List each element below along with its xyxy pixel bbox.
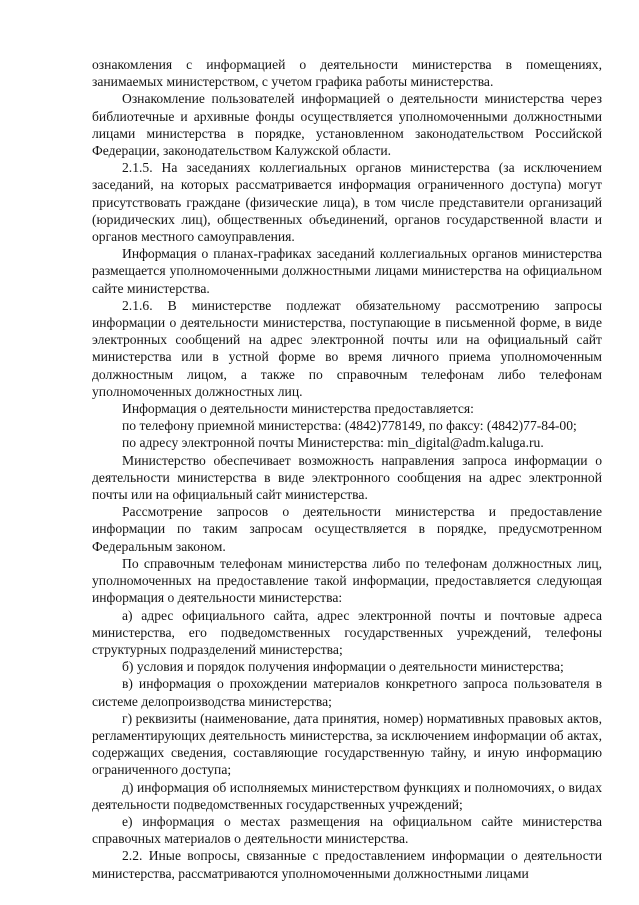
paragraph-continuation: ознакомления с информацией о деятельности министерства в помещениях, занимаемых министерством, с учетом графика работы министерства. bbox=[92, 57, 602, 90]
list-item-g: г) реквизиты (наименование, дата принятия, номер) нормативных правовых актов, регламентирующих деятельность министерства, за исключением информации об актах, содержащих сведения, составляющие государственную тайну, и иную информацию ограниченного доступа; bbox=[92, 710, 602, 778]
paragraph-2-1-6: 2.1.6. В министерстве подлежат обязательному рассмотрению запросы информации о деятельности министерства, поступающие в письменной форме, в виде электронных сообщений на адрес электронной почты или на официальный сайт министерства или в устной форме во время личного приема уполномоченным должностным лицом, а также по справочным телефонам либо телефонам уполномоченных должностных лиц. bbox=[92, 297, 602, 399]
document-page bbox=[92, 56, 602, 882]
paragraph-request-review: Рассмотрение запросов о деятельности министерства и предоставление информации по таким запросам осуществляется в порядке, предусмотренном Федеральным законом. bbox=[92, 504, 602, 554]
list-item-d: д) информация об исполняемых министерством функциях и полномочиях, о видах деятельности подведомственных государственных учреждений; bbox=[92, 779, 602, 812]
paragraph-2-1-5: 2.1.5. На заседаниях коллегиальных органов министерства (за исключением заседаний, на которых рассматривается информация ограниченного доступа) могут присутствовать граждане (физические лица), в том числе представители организаций (юридических лиц), общественных объединений, органов государственной власти и органов местного самоуправления. bbox=[92, 160, 602, 245]
list-item-a: а) адрес официального сайта, адрес электронной почты и почтовые адреса министерства, его подведомственных государственных учреждений, телефоны структурных подразделений министерства; bbox=[92, 607, 602, 657]
paragraph-library-access: Ознакомление пользователей информацией о деятельности министерства через библиотечные и архивные фонды осуществляется уполномоченными должностными лицами министерства в порядке, установленном законодательством Российской Федерации, законодательством Калужской области. bbox=[92, 91, 602, 159]
list-item-v: в) информация о прохождении материалов конкретного запроса пользователя в системе делопроизводства министерства; bbox=[92, 676, 602, 709]
paragraph-2-2: 2.2. Иные вопросы, связанные с предоставлением информации о деятельности министерства, рассматриваются уполномоченными должностными лицами bbox=[92, 848, 602, 881]
paragraph-phone-fax: по телефону приемной министерства: (4842)778149, по факсу: (4842)77-84-00; bbox=[122, 418, 577, 434]
paragraph-email: по адресу электронной почты Министерства: min_digital@adm.kaluga.ru. bbox=[122, 435, 544, 451]
paragraph-meeting-schedules: Информация о планах-графиках заседаний коллегиальных органов министерства размещается уполномоченными должностными лицами министерства на официальном сайте министерства. bbox=[92, 246, 602, 296]
paragraph-reference-phones: По справочным телефонам министерства либо по телефонам должностных лиц, уполномоченных на предоставление такой информации, предоставляется следующая информация о деятельности министерства: bbox=[92, 555, 602, 606]
list-item-e: е) информация о местах размещения на официальном сайте министерства справочных материалов о деятельности министерства. bbox=[92, 813, 602, 847]
paragraph-electronic-request: Министерство обеспечивает возможность направления запроса информации о деятельности министерства в виде электронного сообщения на адрес электронной почты или на официальный сайт министерства. bbox=[92, 452, 602, 503]
paragraph-info-provided: Информация о деятельности министерства предоставляется: bbox=[122, 401, 474, 417]
list-item-b: б) условия и порядок получения информации о деятельности министерства; bbox=[122, 659, 564, 675]
